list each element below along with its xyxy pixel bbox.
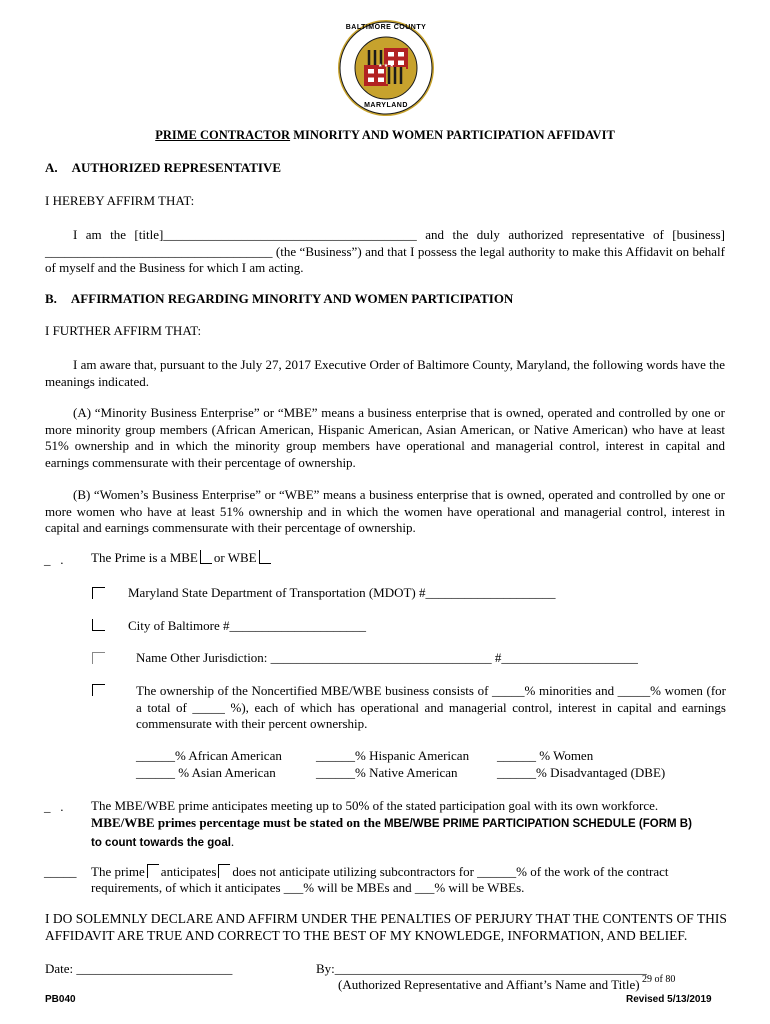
seal-bottom-text: MARYLAND bbox=[364, 102, 408, 109]
workforce-statement bbox=[91, 797, 731, 852]
section-heading: AFFIRMATION REGARDING MINORITY AND WOMEN PARTICIPATION bbox=[70, 291, 514, 306]
anticipates-label: anticipates bbox=[160, 864, 217, 879]
pct-asian: ______ % Asian American bbox=[136, 765, 276, 780]
date-field[interactable]: Date: ________________________ bbox=[45, 961, 233, 976]
prime-status-marker: _ . bbox=[44, 552, 64, 567]
not-anticipate-label: does not anticipate utilizing subcontractors for ______% of the work of the contract bbox=[232, 864, 669, 879]
aware-paragraph: I am aware that, pursuant to the July 27, 2017 Executive Order of Baltimore County, Maryland, the following words have the meanings indicated. bbox=[45, 357, 725, 389]
mdot-checkbox[interactable] bbox=[92, 587, 105, 599]
title-underlined: PRIME CONTRACTOR bbox=[155, 128, 291, 142]
other-jurisdiction-checkbox[interactable] bbox=[92, 652, 105, 664]
workforce-line: The MBE/WBE prime anticipates meeting up to 50% of the stated participation goal with its own workforce. bbox=[91, 798, 659, 813]
pct-hispanic: ______% Hispanic American bbox=[316, 748, 470, 763]
baltimore-county-seal bbox=[336, 18, 436, 118]
representative-paragraph: I am the [title]_______________________________________ and the duly authorized representative of [business] ___________________________________ (the “Business”) and that I possess the legal authority to make this Affidavit on behalf of myself and the Business for which I am acting. bbox=[45, 227, 725, 275]
further-affirm: I FURTHER AFFIRM THAT: bbox=[45, 323, 202, 338]
city-line: City of Baltimore #_____________________ bbox=[128, 618, 366, 633]
not-anticipate-checkbox[interactable] bbox=[218, 864, 230, 878]
form-title bbox=[0, 128, 770, 143]
anticipates-checkbox[interactable] bbox=[147, 864, 159, 878]
mbe-checkbox[interactable] bbox=[200, 550, 212, 564]
count-towards-goal: to count towards the goal bbox=[91, 837, 231, 849]
period: . bbox=[230, 834, 235, 849]
workforce-marker: _ . bbox=[44, 799, 64, 814]
section-letter: A. bbox=[45, 160, 58, 175]
pct-dbe: ______% Disadvantaged (DBE) bbox=[497, 765, 666, 780]
noncertified-checkbox[interactable] bbox=[92, 684, 105, 696]
seal-top-text: BALTIMORE COUNTY bbox=[345, 24, 427, 31]
subcontract-line bbox=[91, 864, 669, 880]
subcontract-blank: _____ bbox=[44, 864, 77, 879]
section-b-heading bbox=[45, 291, 513, 307]
mbe-definition: (A) “Minority Business Enterprise” or “MBE” means a business enterprise that is owned, operated and controlled by one or more minority group members (African American, Hispanic American, Asian American, or Native American) who have at least 51% ownership and in which the minority group members have operational and managerial control, interest in capital and earnings commensurate with their percentage of ownership. bbox=[45, 405, 725, 470]
section-letter: B. bbox=[45, 291, 57, 306]
revised-date: Revised 5/13/2019 bbox=[626, 994, 712, 1005]
pct-native: ______% Native American bbox=[316, 765, 458, 780]
ownership-paragraph: The ownership of the Noncertified MBE/WBE business consists of _____% minorities and _____% women (for a total of _____ %), each of which has operational and managerial control, interest in capital and earnings commensurate with their percent ownership. bbox=[136, 683, 726, 731]
mdot-line: Maryland State Department of Transportation (MDOT) #____________________ bbox=[128, 585, 556, 600]
section-a-heading bbox=[45, 160, 281, 176]
or-wbe-label: or WBE bbox=[213, 550, 257, 565]
form-id: PB040 bbox=[45, 994, 76, 1005]
page-number: 29 of 80 bbox=[642, 974, 676, 985]
svg-text:★ ★ ★: ★ ★ ★ bbox=[378, 64, 394, 69]
section-heading: AUTHORIZED REPRESENTATIVE bbox=[71, 160, 282, 175]
signature-caption: (Authorized Representative and Affiant’s Name and Title) bbox=[338, 977, 640, 992]
other-jurisdiction-line: Name Other Jurisdiction: __________________________________ #_____________________ bbox=[136, 650, 638, 665]
pct-african: ______% African American bbox=[136, 748, 282, 763]
city-checkbox[interactable] bbox=[92, 619, 105, 631]
hereby-affirm: I HEREBY AFFIRM THAT: bbox=[45, 193, 195, 208]
by-field[interactable]: By:________________________________________________ bbox=[316, 961, 647, 976]
prime-status-line bbox=[91, 550, 273, 566]
subcontract-line-2: requirements, of which it anticipates ___% will be MBEs and ___% will be WBEs. bbox=[91, 880, 525, 895]
wbe-checkbox[interactable] bbox=[259, 550, 271, 564]
prime-label: The prime bbox=[91, 864, 145, 879]
prime-is-label: The Prime is a MBE bbox=[91, 550, 198, 565]
title-rest: MINORITY AND WOMEN PARTICIPATION AFFIDAVIT bbox=[290, 128, 615, 142]
declaration: I DO SOLEMNLY DECLARE AND AFFIRM UNDER THE PENALTIES OF PERJURY THAT THE CONTENTS OF THIS AFFIDAVIT ARE TRUE AND CORRECT TO THE BEST OF MY KNOWLEDGE, INFORMATION, AND BELIEF. bbox=[45, 911, 727, 943]
pct-women: ______ % Women bbox=[497, 748, 594, 763]
wbe-definition: (B) “Women’s Business Enterprise” or “WBE” means a business enterprise that is owned, operated and controlled by one or more women who have at least 51% ownership and in which the women have operational and managerial control, interest in capital and earnings commensurate with their percentage of ownership. bbox=[45, 487, 725, 535]
form-b-reference: MBE/WBE PRIME PARTICIPATION SCHEDULE (FORM B) bbox=[383, 818, 692, 830]
workforce-bold: MBE/WBE primes percentage must be stated on the bbox=[91, 815, 384, 830]
